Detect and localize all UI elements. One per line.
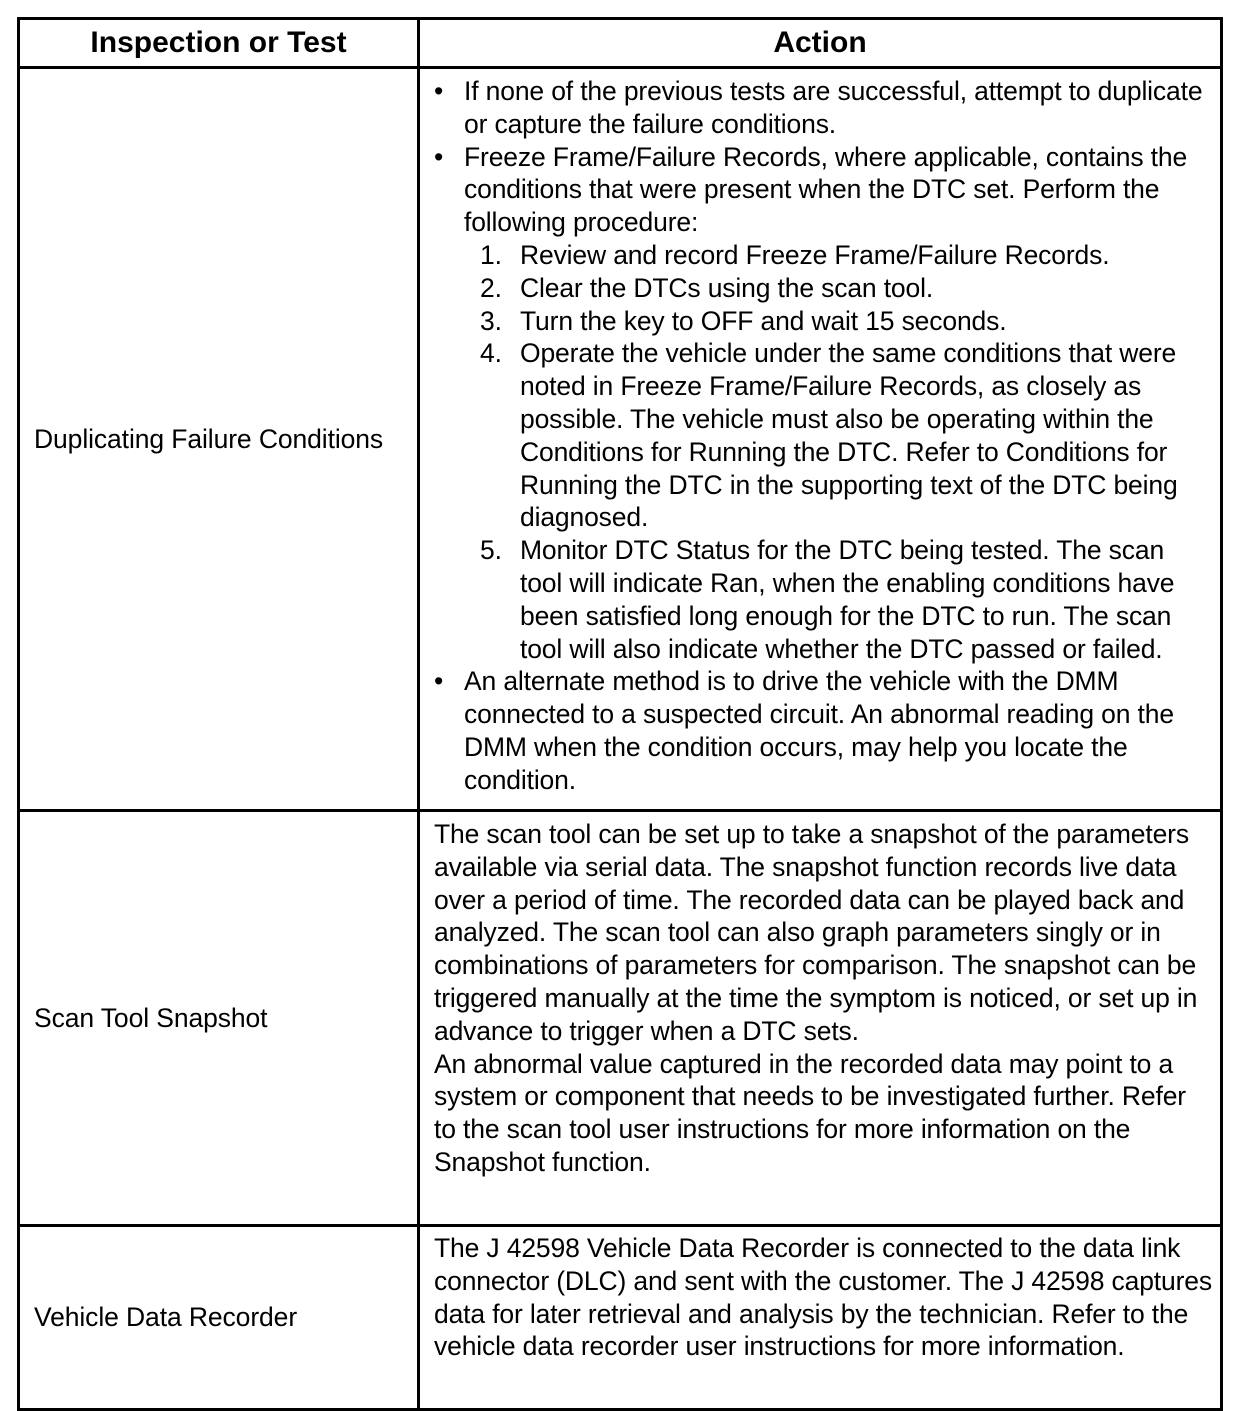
action-paragraph: An abnormal value captured in the recorded data may point to a system or component that needs to be investigated further. Refer to the scan tool user instructions for more information on the Snapshot function.	[434, 1048, 1186, 1177]
action-cell	[419, 1226, 1222, 1410]
procedure-step: 3. Turn the key to OFF and wait 15 seconds.	[480, 305, 1007, 336]
action-cell	[419, 68, 1222, 811]
bullet-item	[434, 665, 1212, 796]
bullet-mark: •	[434, 76, 444, 106]
bullet-mark: •	[434, 666, 444, 697]
inspection-table	[17, 17, 1223, 1411]
procedure-step: 1. Review and record Freeze Frame/Failure Records.	[480, 239, 1110, 270]
bullet-text: Freeze Frame/Failure Records, where applicable, contains the conditions that were present when the DTC set. Perform the following procedure:	[464, 141, 1188, 238]
row-label: Scan Tool Snapshot	[19, 811, 419, 1226]
bullet-mark: •	[434, 141, 444, 172]
table-row	[19, 1226, 1222, 1410]
action-cell	[419, 811, 1222, 1226]
bullet-item	[434, 75, 1212, 141]
procedure-step: 4. Operate the vehicle under the same conditions that were noted in Freeze Frame/Failure Records, as closely as possible. The vehicle must also be operating within the Conditions for Running the DTC. Refer to Conditions for Running the DTC in the supporting text of the DTC being diagnosed.	[480, 338, 1178, 533]
row-label: Vehicle Data Recorder	[19, 1226, 419, 1410]
header-inspection: Inspection or Test	[19, 19, 419, 68]
table-row	[19, 811, 1222, 1226]
table-row	[19, 68, 1222, 811]
action-paragraph: The scan tool can be set up to take a snapshot of the parameters available via serial data. The snapshot function records live data over a period of time. The recorded data can be played back and analyzed. The scan tool can also graph parameters singly or in combinations of parameters for comparison. The snapshot can be triggered manually at the time the symptom is noticed, or set up in advance to trigger when a DTC sets.	[434, 819, 1198, 1046]
header-row	[19, 19, 1222, 68]
bullet-text: An alternate method is to drive the vehicle with the DMM connected to a suspected circuit. An abnormal reading on the DMM when the condition occurs, may help you locate the condition.	[464, 666, 1174, 795]
procedure-step: 2. Clear the DTCs using the scan tool.	[480, 272, 934, 303]
bullet-text: If none of the previous tests are successful, attempt to duplicate or capture the failure conditions.	[464, 76, 1203, 139]
bullet-item	[434, 141, 1212, 666]
procedure-step: 5. Monitor DTC Status for the DTC being tested. The scan tool will indicate Ran, when the enabling conditions have been satisfied long enough for the DTC to run. The scan tool will also indicate whether the DTC passed or failed.	[480, 535, 1175, 664]
action-paragraph: The J 42598 Vehicle Data Recorder is connected to the data link connector (DLC) and sent with the customer. The J 42598 captures data for later retrieval and analysis by the technician. Refer to the vehicle data recorder user instructions for more information.	[434, 1233, 1212, 1362]
procedure-steps	[464, 239, 1212, 665]
row-label: Duplicating Failure Conditions	[19, 68, 419, 811]
header-action: Action	[419, 19, 1222, 68]
